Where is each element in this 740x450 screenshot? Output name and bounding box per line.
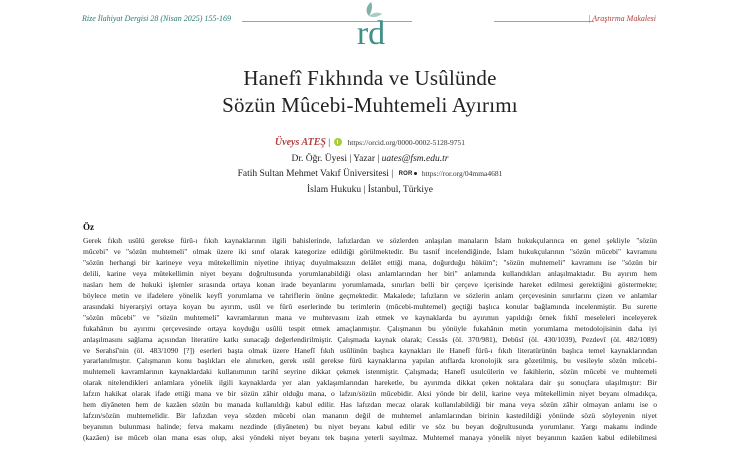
article-type-bar: | xyxy=(588,14,591,23)
abstract-line: muhtemeli kavramlarının kaynaklardaki kullanımının tarihî seyrine dikkat çekmek istenmiştir. Çalışmada; Hanefî usulcülerin ve fakihlerin, sözün mûcebi ve muhtemeli xyxy=(83,367,657,377)
author-email[interactable]: uates@fsm.edu.tr xyxy=(381,154,449,164)
article-type xyxy=(589,14,656,23)
abstract-line: mûcebi" ve "sözün muhtemeli" olmak üzere iki sınıf olarak kategorize edildiği görülmektedir. Bu tasnif incelendiğinde, İslam hukukçularının "sözün mûcebi" kavramını xyxy=(83,246,657,256)
abstract-line: yararlanılmıştır. Çalışmanın konu başlıkları ele alınırken, gerek usûl gerekse fürû kaynaklarına yapılan atıflarda kronolojik sıra gözetilmiş, bu vesileyle sözün mûcebi- xyxy=(83,356,657,366)
abstract-line: lafzın hakikat olarak ifade ettiği mana ve bir sözün zâhir olduğu mana, o lafzın/sözün mûcebidir. Aksi yönde bir delil, karine veya mütekellimin niyet beyanı olmadıkça, xyxy=(83,389,657,399)
abstract-line: ve Serahsî'nin (öl. 483/1090 [?]) eserleri başta olmak üzere Hanefî fıkıh usûlünün başlıca kaynakları ile Hanefî fürû-ı fıkıh literatürünün başlıca temel kaynaklarından xyxy=(83,345,657,355)
ror-link[interactable]: https://ror.org/04mma4681 xyxy=(421,169,503,178)
abstract-line: Gerek fıkıh usûlü gerekse fürû-ı fıkıh kaynaklarının ilgili bahislerinde, lafızlardan ve sözlerden anlaşılan manaların İslam hukukçularınca en genel şekliyle "sözün xyxy=(83,236,657,245)
article-title-line-2: Sözün Mûcebi-Muhtemeli Ayırımı xyxy=(222,93,518,117)
author-line xyxy=(0,137,740,148)
article-title-line-1: Hanefî Fıkhında ve Usûlünde xyxy=(243,66,497,90)
author-role: Dr. Öğr. Üyesi | Yazar | xyxy=(291,154,382,164)
header-rule-right xyxy=(494,21,594,22)
department-line: İslam Hukuku | İstanbul, Türkiye xyxy=(306,185,433,195)
abstract-line: arasındaki hiyerarşiyi ortaya koyan bu ayırım, usûl ve fürû eserlerinde bu terimlerin (mûcebi-muhtemel) geçtiği başlıca konular bağlamında incelenmiştir. Bu surette xyxy=(83,301,657,311)
abstract-heading: Öz xyxy=(83,222,94,232)
abstract-line: delili, karine veya mütekellimin niyet beyanı doğrultusunda yorumlanabildiği olası anlamlarından her biri" anlamında kullandıkları anlaşılmaktadır. Bu ayırım hem xyxy=(83,268,657,278)
ror-icon xyxy=(399,171,417,177)
author-separator: | xyxy=(328,137,330,147)
author-role-line xyxy=(0,154,740,164)
abstract-line: fukahânın bu ayırımı çerçevesinde ortaya koyduğu usûlü tespit etmek amaçlanmıştır. Çalışmanın bu yönüyle fukahânın metin yorumlama metodolojisinin daha iyi xyxy=(83,323,657,333)
abstract-line: olarak nitelendikleri anlamlara yönelik ilgili kaynaklarda yer alan yaklaşımlarından hareketle, bu ayırımda dikkat çeken noktalara dair şu sonuçlara ulaşılmıştır: Bir xyxy=(83,378,657,388)
abstract-line: "sözün mûcebi" ve "sözün muhtemeli" kavramlarının mana ve muhtevasını izah etmek ve kaynaklarda bu ayırımın yapıldığı örnek fıkhî meseleleri inceleyerek xyxy=(83,312,657,322)
abstract-line: anlaşılmasını sağlama açısından literatüre katkı sunacağı değerlendirilmiştir. Çalışmada kaynak olarak; Cessâs (öl. 370/981), Debûsî (öl. 430/1039), Pezdevî (öl. 482/1089) xyxy=(83,334,657,344)
logo-text: rd xyxy=(356,15,386,48)
author-name: Üveys ATEŞ xyxy=(274,137,326,148)
ror-dot-icon xyxy=(414,172,417,175)
institution-line xyxy=(0,169,740,179)
orcid-icon xyxy=(334,138,342,146)
article-type-label: Araştırma Makalesi xyxy=(592,14,656,23)
abstract-line: (kazâen) ise mûceb olan mana esas olup, aksi yöndeki niyet beyanı tek başına yeterli sayılmaz. Muhtemel manaya yönelik niyet beyanının kazâen kabul edilebilmesi xyxy=(83,433,657,443)
journal-logo xyxy=(333,0,409,48)
institution-name: Fatih Sultan Mehmet Vakıf Üniversitesi | xyxy=(237,169,394,179)
abstract-line: nasları hem de hukuki işlemler sırasında ortaya konan irade beyanlarını yorumlamada, sınırları belli bir çerçeve içerisinde hareket edilmesi gerektiğini göstermekte; xyxy=(83,279,657,289)
abstract-line: böylece metin ve ifadelere yönelik keyfî yorumlama ve tahriflerin önüne geçmektedir. Makalede; lafızların ve sözlerin anlam çerçevesinin sınırlarını çizen ve anlamlar xyxy=(83,290,657,300)
orcid-link[interactable]: https://orcid.org/0000-0002-5128-9751 xyxy=(347,138,466,147)
abstract-body xyxy=(83,236,657,444)
abstract-line: hem diyâneten hem de kazâen sözün bu manada kullanıldığı kabul edilir. Has lafızdan mecaz olarak kullanılabildiği bir mana veya sözün zâhir olmayan anlamı ise o xyxy=(83,400,657,410)
ror-label: ROR xyxy=(398,171,413,177)
journal-citation: Rize İlahiyat Dergisi 28 (Nisan 2025) 155-169 xyxy=(82,14,232,23)
abstract-line: "sözün herhangi bir karineye veya mütekellimin niyetine ihtiyaç duyulmaksızın delâlet ettiği mana, doğurduğu hüküm"; "sözün muhtemeli" kavramını ise "sözün bir xyxy=(83,257,657,267)
abstract-line: beyanının bulunması halinde; fetva makamı nezdinde (diyâneten) bu niyet beyanı kabul edilir ve söz bu beyan doğrultusunda yorumlanır. Yargı makamı indinde xyxy=(83,422,657,432)
abstract-line: lafzın/sözün muhtemelidir. Bir lafızdan veya sözden mûcebi olan mananın değil de muhtemel anlamlarından birinin kastedildiği yönünde sözü söyleyenin niyet xyxy=(83,411,657,421)
